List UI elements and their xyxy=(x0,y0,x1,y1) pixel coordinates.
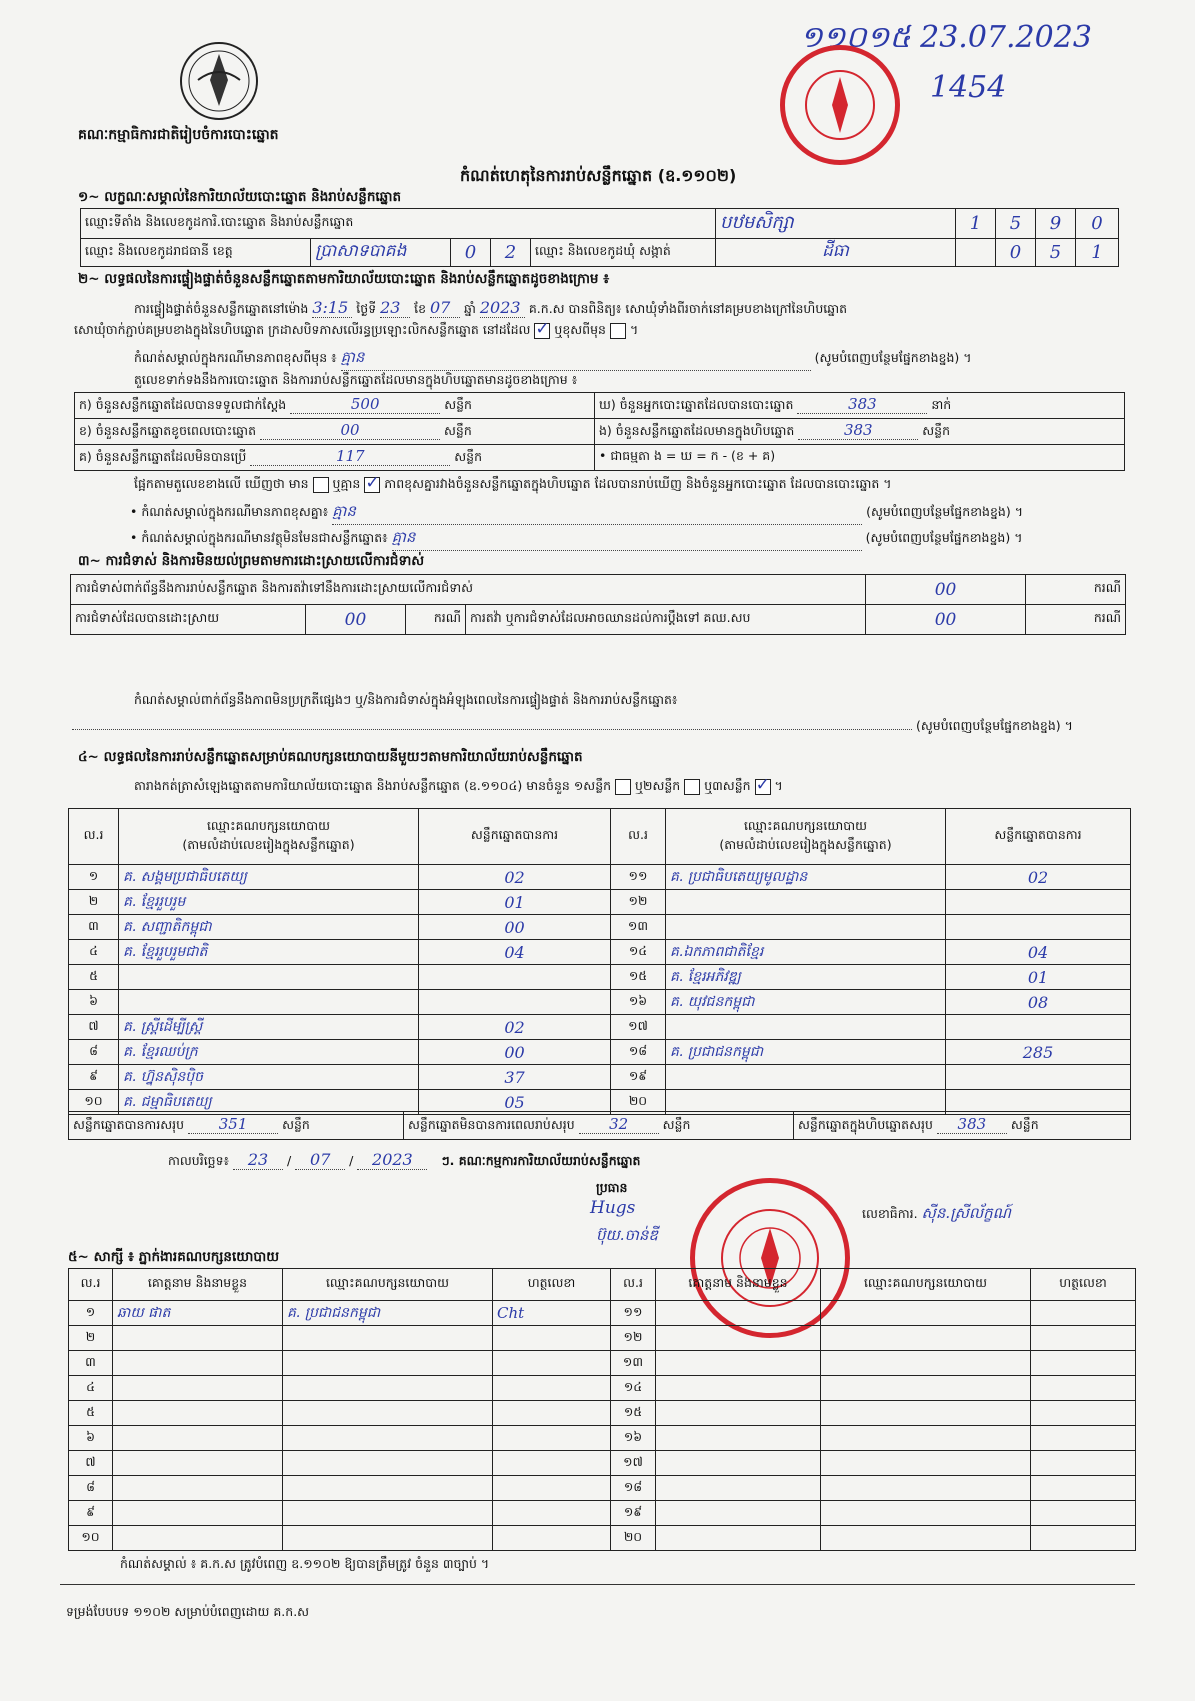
party-result-row xyxy=(69,915,611,940)
party-votes: 08 xyxy=(946,990,1131,1015)
witness-party xyxy=(821,1501,1031,1526)
witness-name xyxy=(113,1501,283,1526)
row-number: ១៩ xyxy=(611,1065,666,1090)
witness-party xyxy=(283,1526,493,1551)
party-result-row xyxy=(611,865,1131,890)
witness-row xyxy=(69,1376,611,1401)
party-result-row xyxy=(69,865,611,890)
party-name xyxy=(666,915,946,940)
witness-signature xyxy=(1031,1501,1136,1526)
party-name: គ. សញ្ជាតិកម្ពុជា xyxy=(119,915,419,940)
check-time: 3:15 xyxy=(312,298,352,318)
row-number: ១៦ xyxy=(611,1426,656,1451)
row-number: ១៨ xyxy=(611,1040,666,1065)
witness-name xyxy=(113,1376,283,1401)
witness-name xyxy=(656,1376,821,1401)
row-number: ១៥ xyxy=(611,965,666,990)
witness-signature: Cht xyxy=(493,1301,611,1326)
witness-name xyxy=(656,1526,821,1551)
witness-name xyxy=(656,1401,821,1426)
party-name: គ. ខ្មែររួបរួមជាតិ xyxy=(119,940,419,965)
chair-label: ប្រធាន xyxy=(596,1180,628,1195)
witness-party xyxy=(283,1326,493,1351)
box-ballots-row: ង) ចំនួនសន្លឹកឆ្នោតដែលមានក្នុងហិបឆ្នោត 383 សន្លឹក xyxy=(595,419,1125,445)
witness-party xyxy=(821,1451,1031,1476)
row-number: ១០ xyxy=(69,1090,119,1115)
witness-name xyxy=(113,1401,283,1426)
party-votes: 05 xyxy=(419,1090,611,1115)
party-results-left xyxy=(68,808,611,1115)
party-votes: 02 xyxy=(419,1015,611,1040)
col-name: គោត្តនាម និងនាមខ្លួន xyxy=(113,1269,283,1301)
party-result-row xyxy=(69,990,611,1015)
witness-row xyxy=(69,1476,611,1501)
total-valid-value: 351 xyxy=(188,1115,278,1134)
party-name: គ.ឯកភាពជាតិខ្មែរ xyxy=(666,940,946,965)
witness-name xyxy=(113,1476,283,1501)
signing-date-line: កាលបរិច្ឆេទ៖ 23 / 07 / 2023 ៗ. គណៈកម្មការការិយាល័យរាប់សន្លឹកឆ្នោត xyxy=(168,1150,641,1169)
row-number: ៩ xyxy=(69,1065,119,1090)
witness-party xyxy=(821,1426,1031,1451)
witness-party xyxy=(283,1451,493,1476)
objections-label: ការជំទាស់ពាក់ព័ន្ធនឹងការរាប់សន្លឹកឆ្នោត និងការតវ៉ាទៅនឹងការដោះស្រាយលើការជំទាស់ xyxy=(71,575,866,605)
witness-row xyxy=(611,1476,1136,1501)
row-number: ៤ xyxy=(69,940,119,965)
date-year: 2023 xyxy=(357,1150,427,1170)
witness-table-right xyxy=(610,1268,1136,1551)
party-result-row xyxy=(69,1015,611,1040)
party-result-row xyxy=(611,1040,1131,1065)
party-name: គ. ប្រជាជនកម្ពុជា xyxy=(666,1040,946,1065)
section2-title: ២~ លទ្ធផលនៃការផ្ទៀងផ្ទាត់ចំនួនសន្លឹកឆ្នោតតាមការិយាល័យបោះឆ្នោត និងរាប់សន្លឹកឆ្នោតដូចខាងក្រោម ៖ xyxy=(78,271,610,287)
party-result-row xyxy=(611,965,1131,990)
resolved-label: ការជំទាស់ដែលបានដោះស្រាយ xyxy=(71,605,306,635)
total-invalid: សន្លឹកឆ្នោតមិនបានការពេលរាប់សរុប 32 សន្លឹក xyxy=(404,1112,794,1140)
party-name: គ. ប្រជាធិបតេយ្យមូលដ្ឋាន xyxy=(666,865,946,890)
official-stamp-top xyxy=(780,45,900,165)
party-name: គ. យុវជនកម្ពុជា xyxy=(666,990,946,1015)
witness-signature xyxy=(1031,1451,1136,1476)
party-result-row xyxy=(69,965,611,990)
province-value: ប្រាសាទបាគង xyxy=(311,239,451,267)
witness-signature xyxy=(1031,1526,1136,1551)
witness-row xyxy=(69,1426,611,1451)
row-number: ១៤ xyxy=(611,1376,656,1401)
row-number: ១ xyxy=(69,1301,113,1326)
party-results-right xyxy=(610,808,1131,1115)
section3-title: ៣~ ការជំទាស់ និងការមិនយល់ព្រមតាមការដោះស្រាយលើការជំទាស់ xyxy=(78,553,425,569)
date-month: 07 xyxy=(295,1150,345,1170)
party-result-row xyxy=(611,915,1131,940)
row-number: ៥ xyxy=(69,1401,113,1426)
party-votes: 00 xyxy=(419,1040,611,1065)
org-name: គណៈកម្មាធិការជាតិរៀបចំការបោះឆ្នោត xyxy=(78,127,279,143)
party-name: គ. ខ្មែរឈប់ក្រ xyxy=(119,1040,419,1065)
witness-table-left xyxy=(68,1268,611,1551)
secretary-name: ស៊ីន.ស្រីល័ក្ខណ៍ xyxy=(921,1204,1011,1222)
witness-party xyxy=(821,1326,1031,1351)
party-votes: 285 xyxy=(946,1040,1131,1065)
total-valid: សន្លឹកឆ្នោតបានការសរុប 351 សន្លឹក xyxy=(69,1112,404,1140)
witness-name xyxy=(656,1476,821,1501)
col-no: ល.រ xyxy=(611,1269,656,1301)
witness-name xyxy=(656,1351,821,1376)
commune-code-digit: 1 xyxy=(1076,239,1119,267)
witness-row xyxy=(611,1501,1136,1526)
col-name: គោត្តនាម និងនាមខ្លួន xyxy=(656,1269,821,1301)
witness-row xyxy=(611,1526,1136,1551)
witness-row xyxy=(69,1401,611,1426)
difference-note: កំណត់សម្គាល់ក្នុងករណីមានភាពខុសពីមុន ៖ គ្មាន (សូមបំពេញបន្ថែមផ្នែកខាងខ្នង) ។ xyxy=(134,348,1114,371)
col-no: ល.រ xyxy=(69,1269,113,1301)
section1-title: ១~ លក្ខណៈសម្គាល់នៃការិយាល័យបោះឆ្នោត និងរាប់សន្លឹកឆ្នោត xyxy=(78,189,402,205)
row-number: ៤ xyxy=(69,1376,113,1401)
party-votes: 04 xyxy=(419,940,611,965)
party-votes: 37 xyxy=(419,1065,611,1090)
witness-party xyxy=(283,1476,493,1501)
witness-party xyxy=(821,1476,1031,1501)
party-name: គ. ខ្មែរ​រួបរួម xyxy=(119,890,419,915)
total-box-value: 383 xyxy=(937,1115,1007,1134)
witness-party: គ. ប្រជាជនកម្ពុជា xyxy=(283,1301,493,1326)
witness-signature xyxy=(1031,1301,1136,1326)
difference-note-value: គ្មាន xyxy=(341,348,811,371)
row-number: ២០ xyxy=(611,1526,656,1551)
witness-name xyxy=(113,1351,283,1376)
box-ballots-value: 383 xyxy=(798,421,918,440)
row-number: ២០ xyxy=(611,1090,666,1115)
committee-label: ៗ. គណៈកម្មការការិយាល័យរាប់សន្លឹកឆ្នោត xyxy=(441,1153,641,1168)
witness-signature xyxy=(493,1351,611,1376)
party-votes: 01 xyxy=(946,965,1131,990)
appeal-value: 00 xyxy=(866,605,1026,635)
form-title: កំណត់ហេតុនៃការរាប់សន្លឹកឆ្នោត (ឧ.១១០២) xyxy=(460,166,737,185)
witness-signature xyxy=(493,1326,611,1351)
spoiled-ballots-row: ខ) ចំនួនសន្លឹកឆ្នោតខូចពេលបោះឆ្នោត 00 សន្លឹក xyxy=(75,419,595,445)
witness-row xyxy=(69,1301,611,1326)
witness-name xyxy=(113,1426,283,1451)
party-name xyxy=(666,890,946,915)
col-sign: ហត្ថលេខា xyxy=(493,1269,611,1301)
witness-signature xyxy=(1031,1376,1136,1401)
witness-row xyxy=(611,1426,1136,1451)
row-number: ១០ xyxy=(69,1526,113,1551)
commune-value: ដីធា xyxy=(716,239,956,267)
row-number: ១៧ xyxy=(611,1451,656,1476)
row-number: ១៧ xyxy=(611,1015,666,1040)
row-number: ១៩ xyxy=(611,1501,656,1526)
irregularity-note-line: (សូមបំពេញបន្ថែមផ្នែកខាងខ្នង) ។ xyxy=(72,718,1073,737)
witness-row xyxy=(69,1501,611,1526)
location-code-digit: 9 xyxy=(1036,209,1076,239)
total-box: សន្លឹកឆ្នោតក្នុងហិបឆ្នោតសរុប 383 សន្លឹក xyxy=(794,1112,1131,1140)
witness-party xyxy=(821,1401,1031,1426)
unused-ballots-row: គ) ចំនួនសន្លឹកឆ្នោតដែលមិនបានប្រើ 117 សន្លឹក xyxy=(75,445,595,471)
voters-value: 383 xyxy=(797,395,927,414)
location-code-digit: 1 xyxy=(956,209,996,239)
formula-row: • ជាធម្មតា ង = ឃ = ក - (ខ + គ) xyxy=(595,445,1125,471)
witness-party xyxy=(283,1351,493,1376)
witness-name xyxy=(656,1501,821,1526)
witness-signature xyxy=(493,1501,611,1526)
top-number: 1454 xyxy=(930,70,1007,105)
party-name xyxy=(119,965,419,990)
voters-row: ឃ) ចំនួនអ្នកបោះឆ្នោតដែលបានបោះឆ្នោត 383 នាក់ xyxy=(595,393,1125,419)
row-number: ១២ xyxy=(611,890,666,915)
different-checkbox[interactable] xyxy=(610,323,626,339)
party-name xyxy=(666,1015,946,1040)
witness-row xyxy=(611,1301,1136,1326)
witness-party xyxy=(283,1426,493,1451)
section4-title: ៤~ លទ្ធផលនៃការរាប់សន្លឹកឆ្នោតសម្រាប់គណបក្សនយោបាយនីមួយៗតាមការិយាល័យរាប់សន្លឹកឆ្នោត xyxy=(78,749,583,765)
row-number: ១៥ xyxy=(611,1401,656,1426)
col-no: ល.រ xyxy=(69,809,119,865)
footnote: កំណត់សម្គាល់ ៖ គ.ក.ស ត្រូវបំពេញ ឧ.១១០២ ឱ្យបានត្រឹមត្រូវ ចំនួន ៣ច្បាប់ ។ xyxy=(120,1556,490,1571)
witness-row xyxy=(69,1326,611,1351)
location-name-label: ឈ្មោះទីតាំង និងលេខកូដការិ.បោះឆ្នោត និងរាប់សន្លឹកឆ្នោត xyxy=(81,209,716,239)
row-number: ៦ xyxy=(69,990,119,1015)
row-number: ៥ xyxy=(69,965,119,990)
commune-code-digit: 5 xyxy=(1036,239,1076,267)
province-label: ឈ្មោះ និងលេខកូដរាជធានី ខេត្ត xyxy=(81,239,311,267)
location-code-digit: 0 xyxy=(1076,209,1119,239)
witness-signature xyxy=(1031,1326,1136,1351)
party-result-row xyxy=(611,1065,1131,1090)
location-code-digit: 5 xyxy=(996,209,1036,239)
discrepancy-note-value: គ្មាន xyxy=(332,502,862,525)
check-time-line: ការផ្ទៀងផ្ទាត់ចំនួនសន្លឹកឆ្នោតនៅម៉ោង 3:15 ថ្ងៃទី 23 ខែ 07 ឆ្នាំ 2023 គ.ក.ស បានពិនិត្យ៖ សោឃុំទាំងពីរចាក់នៅគម្របខាងក្រៅនៃហិបឆ្នោត xyxy=(134,298,848,317)
check-day: 23 xyxy=(380,298,410,318)
party-votes: 02 xyxy=(946,865,1131,890)
witness-row xyxy=(69,1351,611,1376)
figures-intro: តួលេខទាក់ទងនឹងការបោះឆ្នោត និងការរាប់សន្លឹកឆ្នោតដែលមានក្នុងហិបឆ្នោតមានដូចខាងក្រោម ៖ xyxy=(134,372,578,387)
foreign-object-note: • កំណត់សម្គាល់ក្នុងករណីមានវត្ថុមិនមែនជាសន្លឹកឆ្នោត៖ គ្មាន (សូមបំពេញបន្ថែមផ្នែកខាងខ្នង) ។ xyxy=(130,528,1022,551)
party-name: គ. ស្ត្រីដើម្បីស្ត្រី xyxy=(119,1015,419,1040)
party-result-row xyxy=(611,890,1131,915)
party-votes xyxy=(419,965,611,990)
same-checkbox[interactable] xyxy=(534,323,550,339)
discrepancy-note: • កំណត់សម្គាល់ក្នុងករណីមានភាពខុសគ្នា៖ គ្មាន (សូមបំពេញបន្ថែមផ្នែកខាងខ្នង) ។ xyxy=(130,502,1023,525)
section5-title: ៥~ សាក្សី ៖ ភ្នាក់ងារគណបក្សនយោបាយ xyxy=(68,1249,280,1265)
party-result-row xyxy=(69,940,611,965)
row-number: ៣ xyxy=(69,1351,113,1376)
check-year: 2023 xyxy=(480,298,525,318)
col-party: ឈ្មោះគណបក្សនយោបាយ (តាមលំដាប់លេខរៀងក្នុងសន្លឹកឆ្នោត) xyxy=(119,809,419,865)
party-name xyxy=(119,990,419,1015)
form-footer: ទម្រង់បែបបទ ១១០២ សម្រាប់បំពេញដោយ គ.ក.ស xyxy=(66,1604,310,1619)
witness-name xyxy=(656,1326,821,1351)
row-number: ១ xyxy=(69,865,119,890)
row-number: ៧ xyxy=(69,1015,119,1040)
irregularity-note: កំណត់សម្គាល់ពាក់ព័ន្ធនឹងភាពមិនប្រក្រតីផ្សេងៗ ឬ/និងការជំទាស់ក្នុងអំឡុងពេលនៃការផ្ទៀងផ្ទាត់ និងការរាប់សន្លឹកឆ្នោត៖ xyxy=(134,692,678,707)
witness-row xyxy=(611,1451,1136,1476)
witness-signature xyxy=(493,1426,611,1451)
date-day: 23 xyxy=(233,1150,283,1170)
totals-table xyxy=(68,1111,1131,1140)
party-name: គ. ហ្វ៊ុនស៊ិនប៉ិច xyxy=(119,1065,419,1090)
witness-name xyxy=(656,1426,821,1451)
chair-signature: Hugs xyxy=(590,1198,636,1218)
party-name: គ. សង្គមប្រជាធិបតេយ្យ xyxy=(119,865,419,890)
location-name-value: បឋមសិក្សា xyxy=(716,209,956,239)
row-number: ៦ xyxy=(69,1426,113,1451)
party-votes xyxy=(946,1065,1131,1090)
secretary-line: លេខាធិការ. ស៊ីន.ស្រីល័ក្ខណ៍ xyxy=(862,1204,1011,1222)
seal-status-line: សោឃុំចាក់ភ្ជាប់គម្របខាងក្នុងនៃហិបឆ្នោត ក្រដាសបិទភាសលើរន្ធប្រឡោះលិកសន្លឹកឆ្នោត នៅដដែល ✓ ឬខុសពីមុន ។ xyxy=(74,322,638,341)
witness-signature xyxy=(493,1401,611,1426)
row-number: ១១ xyxy=(611,865,666,890)
row-number: ១៦ xyxy=(611,990,666,1015)
spoiled-ballots-value: 00 xyxy=(260,421,440,440)
witness-name xyxy=(113,1326,283,1351)
party-result-row xyxy=(69,1065,611,1090)
objections-table: ការជំទាស់ពាក់ព័ន្ធនឹងការរាប់សន្លឹកឆ្នោត និងការតវ៉ាទៅនឹងការដោះស្រាយលើការជំទាស់ 00 ករណី ការជំទាស់ដែលបានដោះស្រាយ 00 ករណី ការតវ៉ា ឬការជំទាស់ដែលអាចឈានដល់ការប្ដឹងទៅ គឈ.សប 00 ករណី xyxy=(70,574,1126,635)
three-sheet-checkbox[interactable] xyxy=(755,779,771,795)
row-number: ១២ xyxy=(611,1326,656,1351)
witness-party xyxy=(821,1351,1031,1376)
chair-name: ប៊ុយ.ចាន់ឌី xyxy=(596,1226,658,1244)
witness-party xyxy=(283,1401,493,1426)
party-votes: 04 xyxy=(946,940,1131,965)
col-sign: ហត្ថលេខា xyxy=(1031,1269,1136,1301)
witness-name xyxy=(656,1301,821,1326)
foreign-object-note-value: គ្មាន xyxy=(392,528,862,551)
witness-signature xyxy=(1031,1476,1136,1501)
witness-signature xyxy=(493,1476,611,1501)
witness-name: ឆាយ ផាត xyxy=(113,1301,283,1326)
party-name xyxy=(666,1065,946,1090)
tally-sheet-line: តារាងកត់ត្រាសំឡេងឆ្នោតតាមការិយាល័យបោះឆ្នោត និងរាប់សន្លឹកឆ្នោត (ឧ.១១០៤) មានចំនួន ១សន្លឹក ឬ២សន្លឹក ឬ៣សន្លឹក ✓ ។ xyxy=(134,778,783,797)
witness-party xyxy=(821,1376,1031,1401)
ballot-counts-table xyxy=(74,392,1125,471)
witness-signature xyxy=(493,1526,611,1551)
has-discrepancy-checkbox[interactable] xyxy=(313,477,329,493)
col-votes: សន្លឹកឆ្នោតបានការ xyxy=(946,809,1131,865)
party-votes xyxy=(946,915,1131,940)
total-invalid-value: 32 xyxy=(579,1115,659,1134)
col-party: ឈ្មោះគណបក្សនយោបាយ xyxy=(283,1269,493,1301)
witness-name xyxy=(113,1451,283,1476)
witness-signature xyxy=(493,1376,611,1401)
province-code-digit: 0 xyxy=(451,239,491,267)
two-sheet-checkbox[interactable] xyxy=(684,779,700,795)
discrepancy-line: ផ្អែកតាមតួលេខខាងលើ ឃើញថា មាន ឬគ្មាន ✓ ភាពខុសគ្នារវាងចំនួនសន្លឹកឆ្នោតក្នុងហិបឆ្នោត ដែលបានរាប់ឃើញ និងចំនួនអ្នកបោះឆ្នោត ដែលបានបោះឆ្នោត ។ xyxy=(134,476,892,495)
commune-code-digit: 0 xyxy=(996,239,1036,267)
resolved-value: 00 xyxy=(306,605,406,635)
witness-row xyxy=(69,1451,611,1476)
row-number: ៩ xyxy=(69,1501,113,1526)
col-no: ល.រ xyxy=(611,809,666,865)
no-discrepancy-checkbox[interactable] xyxy=(364,477,380,493)
party-votes: 02 xyxy=(419,865,611,890)
check-month: 07 xyxy=(430,298,460,318)
witness-party xyxy=(821,1526,1031,1551)
witness-signature xyxy=(1031,1426,1136,1451)
received-ballots-row: ក) ចំនួនសន្លឹកឆ្នោតដែលបានទទួលជាក់ស្ដែង 500 សន្លឹក xyxy=(75,393,595,419)
party-result-row xyxy=(69,1040,611,1065)
row-number: ៨ xyxy=(69,1040,119,1065)
party-name: គ. ខ្មែរអភិវឌ្ឍ xyxy=(666,965,946,990)
witness-signature xyxy=(493,1451,611,1476)
unused-ballots-value: 117 xyxy=(250,447,450,466)
party-votes xyxy=(946,1015,1131,1040)
row-number: ២ xyxy=(69,1326,113,1351)
witness-signature xyxy=(1031,1401,1136,1426)
party-result-row xyxy=(611,1015,1131,1040)
witness-name xyxy=(656,1451,821,1476)
party-votes: 01 xyxy=(419,890,611,915)
province-code-digit: 2 xyxy=(491,239,531,267)
one-sheet-checkbox[interactable] xyxy=(615,779,631,795)
location-table xyxy=(80,208,1119,267)
col-party: ឈ្មោះគណបក្សនយោបាយ (តាមលំដាប់លេខរៀងក្នុងសន្លឹកឆ្នោត) xyxy=(666,809,946,865)
party-votes: 00 xyxy=(419,915,611,940)
row-number: ១៨ xyxy=(611,1476,656,1501)
witness-party xyxy=(821,1301,1031,1326)
witness-row xyxy=(69,1526,611,1551)
witness-row xyxy=(611,1401,1136,1426)
col-party: ឈ្មោះគណបក្សនយោបាយ xyxy=(821,1269,1031,1301)
witness-party xyxy=(283,1501,493,1526)
row-number: ១៣ xyxy=(611,915,666,940)
party-votes xyxy=(946,890,1131,915)
row-number: ៨ xyxy=(69,1476,113,1501)
witness-signature xyxy=(1031,1351,1136,1376)
received-ballots-value: 500 xyxy=(290,395,440,414)
party-name: គ. ជម្មាធិបតេយ្យ xyxy=(119,1090,419,1115)
commune-label: ឈ្មោះ និងលេខកូដឃុំ សង្កាត់ xyxy=(531,239,716,267)
witness-row xyxy=(611,1351,1136,1376)
party-result-row xyxy=(611,990,1131,1015)
objections-value: 00 xyxy=(866,575,1026,605)
witness-row xyxy=(611,1326,1136,1351)
witness-row xyxy=(611,1376,1136,1401)
col-votes: សន្លឹកឆ្នោតបានការ xyxy=(419,809,611,865)
appeal-label: ការតវ៉ា ឬការជំទាស់ដែលអាចឈានដល់ការប្ដឹងទៅ គឈ.សប xyxy=(466,605,866,635)
party-votes xyxy=(419,990,611,1015)
party-result-row xyxy=(69,890,611,915)
witness-name xyxy=(113,1526,283,1551)
row-number: ៣ xyxy=(69,915,119,940)
witness-party xyxy=(283,1376,493,1401)
top-note: ១១០១៥ 23.07.2023 xyxy=(800,20,1092,55)
row-number: ៧ xyxy=(69,1451,113,1476)
row-number: ១៤ xyxy=(611,940,666,965)
row-number: ២ xyxy=(69,890,119,915)
row-number: ១១ xyxy=(611,1301,656,1326)
row-number: ១៣ xyxy=(611,1351,656,1376)
emblem-logo xyxy=(178,40,260,122)
party-result-row xyxy=(611,940,1131,965)
footer-divider xyxy=(60,1584,1135,1585)
